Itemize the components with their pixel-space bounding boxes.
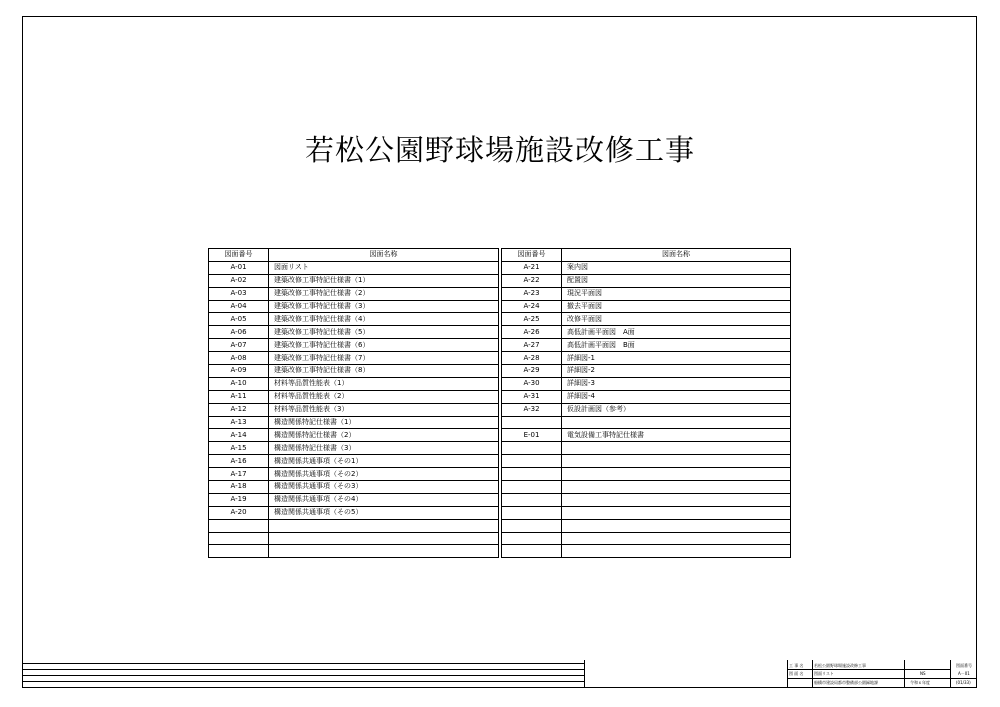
drawing-number: A-18 — [209, 481, 269, 494]
drawing-name: 改修平面図 — [562, 313, 791, 326]
drawing-name: 構造関係特記仕様書（1） — [269, 416, 499, 429]
drawing-number: A-22 — [502, 274, 562, 287]
table-row — [502, 287, 791, 300]
page-count: (01/33) — [956, 680, 971, 685]
fiscal-year: 令和６年度 — [910, 680, 930, 685]
drawing-number — [502, 519, 562, 532]
table-row — [502, 429, 791, 442]
table-row — [502, 532, 791, 545]
drawing-name — [562, 545, 791, 558]
table-row — [209, 506, 499, 519]
drawing-number: A-25 — [502, 313, 562, 326]
table-row — [209, 493, 499, 506]
drawing-number: E-01 — [502, 429, 562, 442]
table-row — [209, 313, 499, 326]
drawing-title: 若松公園野球場施設改修工事 — [304, 133, 695, 167]
table-row — [209, 532, 499, 545]
drawing-name: 構造関係共通事項（その5） — [269, 506, 499, 519]
table-row — [502, 442, 791, 455]
drawing-number: A-05 — [209, 313, 269, 326]
drawing-list-table-right — [501, 248, 791, 558]
table-row — [209, 300, 499, 313]
drawing-name: 建築改修工事特記仕様書（7） — [269, 352, 499, 365]
table-row — [502, 416, 791, 429]
drawing-number: A-32 — [502, 403, 562, 416]
drawing-number: A-27 — [502, 339, 562, 352]
project-label: 工 事 名 — [789, 663, 804, 668]
table-row — [502, 506, 791, 519]
table-row — [209, 442, 499, 455]
table-row — [502, 377, 791, 390]
drawing-name: 構造関係特記仕様書（2） — [269, 429, 499, 442]
drawing-name: 仮設計画図（参考） — [562, 403, 791, 416]
drawing-name: 構造関係共通事項（その3） — [269, 481, 499, 494]
table-row — [209, 287, 499, 300]
table-row — [209, 429, 499, 442]
drawing-name — [562, 493, 791, 506]
table-row — [209, 468, 499, 481]
drawing-label: 図 面 名 — [789, 671, 804, 676]
drawing-number — [502, 506, 562, 519]
drawing-list-table-left — [208, 248, 499, 558]
drawing-number: A-17 — [209, 468, 269, 481]
drawing-number: A-01 — [209, 261, 269, 274]
table-row — [502, 390, 791, 403]
title-block — [22, 660, 977, 688]
drawing-name: 詳細図-2 — [562, 365, 791, 378]
drawing-name: 高低計画平面図 A面 — [562, 326, 791, 339]
table-row — [209, 545, 499, 558]
table-row — [209, 403, 499, 416]
drawing-name: 電気設備工事特記仕様書 — [562, 429, 791, 442]
table-row — [209, 339, 499, 352]
drawing-name: 図面リスト — [269, 261, 499, 274]
table-row — [209, 519, 499, 532]
table-row — [209, 455, 499, 468]
drawing-number — [502, 442, 562, 455]
table-row — [209, 261, 499, 274]
drawing-number: A-07 — [209, 339, 269, 352]
drawing-number — [209, 545, 269, 558]
table-row — [209, 416, 499, 429]
drawing-number: A－01 — [958, 671, 970, 676]
header-name: 図面名称 — [562, 249, 791, 262]
drawing-number: A-21 — [502, 261, 562, 274]
drawing-number — [502, 545, 562, 558]
office-name: 船橋市建設局都市整備部公園緑地課 — [814, 680, 878, 685]
drawing-number: A-13 — [209, 416, 269, 429]
drawing-number: A-15 — [209, 442, 269, 455]
drawing-name: 構造関係共通事項（その4） — [269, 493, 499, 506]
drawing-number: A-11 — [209, 390, 269, 403]
drawing-number — [502, 493, 562, 506]
drawing-name: 建築改修工事特記仕様書（2） — [269, 287, 499, 300]
drawing-name — [562, 506, 791, 519]
drawing-name — [562, 455, 791, 468]
drawing-name: 建築改修工事特記仕様書（5） — [269, 326, 499, 339]
drawing-name: 詳細図-3 — [562, 377, 791, 390]
drawing-number: A-23 — [502, 287, 562, 300]
drawing-number — [502, 481, 562, 494]
header-number: 図面番号 — [209, 249, 269, 262]
drawing-number — [502, 455, 562, 468]
drawing-number: A-09 — [209, 365, 269, 378]
header-name: 図面名称 — [269, 249, 499, 262]
header-number: 図面番号 — [502, 249, 562, 262]
drawing-name: 建築改修工事特記仕様書（8） — [269, 365, 499, 378]
table-row — [502, 274, 791, 287]
drawing-number: A-03 — [209, 287, 269, 300]
drawing-number: A-14 — [209, 429, 269, 442]
table-row — [209, 377, 499, 390]
drawing-name: 図面リスト — [814, 671, 834, 676]
drawing-name — [269, 519, 499, 532]
drawing-number: A-29 — [502, 365, 562, 378]
table-row — [502, 493, 791, 506]
drawing-name: 撤去平面図 — [562, 300, 791, 313]
table-row — [502, 261, 791, 274]
table-row — [209, 326, 499, 339]
drawing-number: A-19 — [209, 493, 269, 506]
table-row — [502, 339, 791, 352]
drawing-number — [502, 468, 562, 481]
table-row — [209, 390, 499, 403]
drawing-name: 建築改修工事特記仕様書（6） — [269, 339, 499, 352]
project-name: 若松公園野球場施設改修工事 — [814, 663, 866, 668]
table-row — [502, 481, 791, 494]
drawing-frame — [22, 16, 977, 688]
drawing-name — [562, 481, 791, 494]
table-row — [209, 481, 499, 494]
table-row — [502, 468, 791, 481]
drawing-name — [562, 519, 791, 532]
table-row — [502, 519, 791, 532]
drawing-name — [562, 532, 791, 545]
drawing-number: A-12 — [209, 403, 269, 416]
drawing-number: A-08 — [209, 352, 269, 365]
table-row — [502, 326, 791, 339]
drawing-number: A-31 — [502, 390, 562, 403]
drawing-name: 材料等品質性能表（1） — [269, 377, 499, 390]
drawing-number: A-16 — [209, 455, 269, 468]
drawing-name: 案内図 — [562, 261, 791, 274]
drawing-name: 材料等品質性能表（2） — [269, 390, 499, 403]
drawing-name — [269, 532, 499, 545]
drawing-name — [562, 468, 791, 481]
number-label: 図面番号 — [956, 663, 972, 668]
drawing-name — [269, 545, 499, 558]
drawing-name: 材料等品質性能表（3） — [269, 403, 499, 416]
table-row — [502, 365, 791, 378]
drawing-name: 構造関係共通事項（その1） — [269, 455, 499, 468]
drawing-name: 詳細図-4 — [562, 390, 791, 403]
table-row — [209, 352, 499, 365]
table-row — [502, 313, 791, 326]
drawing-number — [209, 519, 269, 532]
table-row — [502, 352, 791, 365]
drawing-number: A-02 — [209, 274, 269, 287]
table-row — [209, 365, 499, 378]
drawing-name: 詳細図-1 — [562, 352, 791, 365]
table-row — [502, 455, 791, 468]
table-row — [502, 403, 791, 416]
drawing-name: 建築改修工事特記仕様書（1） — [269, 274, 499, 287]
drawing-number — [502, 416, 562, 429]
drawing-name: 構造関係特記仕様書（3） — [269, 442, 499, 455]
scale: NS — [920, 671, 926, 676]
drawing-name: 建築改修工事特記仕様書（3） — [269, 300, 499, 313]
drawing-number: A-30 — [502, 377, 562, 390]
drawing-number: A-20 — [209, 506, 269, 519]
drawing-number: A-24 — [502, 300, 562, 313]
drawing-number — [209, 532, 269, 545]
drawing-name: 現況平面図 — [562, 287, 791, 300]
drawing-name: 構造関係共通事項（その2） — [269, 468, 499, 481]
drawing-number — [502, 532, 562, 545]
drawing-name — [562, 416, 791, 429]
drawing-number: A-04 — [209, 300, 269, 313]
table-row — [209, 274, 499, 287]
table-row — [502, 545, 791, 558]
drawing-number: A-28 — [502, 352, 562, 365]
drawing-name: 建築改修工事特記仕様書（4） — [269, 313, 499, 326]
drawing-name: 配置図 — [562, 274, 791, 287]
drawing-number: A-26 — [502, 326, 562, 339]
drawing-name: 高低計画平面図 B面 — [562, 339, 791, 352]
table-row — [502, 300, 791, 313]
drawing-number: A-10 — [209, 377, 269, 390]
drawing-number: A-06 — [209, 326, 269, 339]
drawing-name — [562, 442, 791, 455]
